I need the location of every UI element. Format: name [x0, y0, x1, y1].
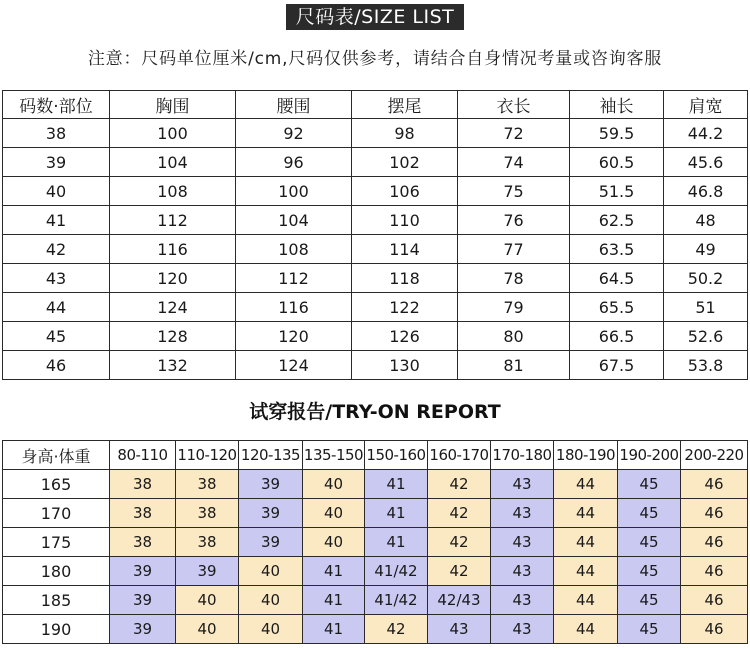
size-value-cell: 75: [458, 177, 570, 206]
recommended-size-cell: 45: [618, 557, 681, 586]
recommended-size-cell: 46: [681, 586, 748, 615]
recommended-size-cell: 41: [365, 470, 428, 499]
size-row: [3, 177, 748, 206]
height-cell: 190: [3, 615, 110, 644]
recommended-size-cell: 38: [176, 528, 239, 557]
size-row: [3, 264, 748, 293]
size-value-cell: 130: [352, 351, 458, 380]
tryon-row: [3, 615, 748, 644]
recommended-size-cell: 40: [239, 557, 303, 586]
size-value-cell: 77: [458, 235, 570, 264]
recommended-size-cell: 41: [303, 586, 365, 615]
size-list-title: 尺码表/SIZE LIST: [286, 4, 464, 30]
recommended-size-cell: 43: [491, 586, 554, 615]
weight-range-header: 120-135: [239, 441, 303, 470]
recommended-size-cell: 40: [239, 586, 303, 615]
recommended-size-cell: 39: [239, 470, 303, 499]
size-list-title-wrap: [0, 4, 750, 30]
height-cell: 175: [3, 528, 110, 557]
tryon-row: [3, 586, 748, 615]
recommended-size-cell: 40: [176, 615, 239, 644]
recommended-size-cell: 46: [681, 470, 748, 499]
size-value-cell: 66.5: [570, 322, 664, 351]
size-value-cell: 64.5: [570, 264, 664, 293]
size-value-cell: 124: [236, 351, 352, 380]
recommended-size-cell: 46: [681, 615, 748, 644]
recommended-size-cell: 41/42: [365, 586, 428, 615]
size-value-cell: 100: [236, 177, 352, 206]
size-note: 注意：尺码单位厘米/cm,尺码仅供参考，请结合自身情况考量或咨询客服: [87, 49, 663, 69]
height-cell: 185: [3, 586, 110, 615]
recommended-size-cell: 44: [554, 615, 618, 644]
recommended-size-cell: 40: [303, 528, 365, 557]
size-value-cell: 79: [458, 293, 570, 322]
size-value-cell: 80: [458, 322, 570, 351]
size-value-cell: 120: [236, 322, 352, 351]
size-value-cell: 104: [236, 206, 352, 235]
size-code-cell: 42: [3, 235, 110, 264]
recommended-size-cell: 40: [303, 499, 365, 528]
size-code-cell: 45: [3, 322, 110, 351]
recommended-size-cell: 44: [554, 470, 618, 499]
size-value-cell: 72: [458, 119, 570, 148]
recommended-size-cell: 43: [491, 499, 554, 528]
recommended-size-cell: 43: [428, 615, 491, 644]
size-row: [3, 119, 748, 148]
size-value-cell: 126: [352, 322, 458, 351]
size-value-cell: 128: [110, 322, 236, 351]
size-value-cell: 44.2: [664, 119, 748, 148]
recommended-size-cell: 43: [491, 615, 554, 644]
size-value-cell: 100: [110, 119, 236, 148]
size-header-cell: 衣长: [458, 91, 570, 119]
recommended-size-cell: 39: [239, 499, 303, 528]
tryon-row: [3, 499, 748, 528]
size-code-cell: 39: [3, 148, 110, 177]
size-value-cell: 59.5: [570, 119, 664, 148]
size-header-cell: 摆尾: [352, 91, 458, 119]
recommended-size-cell: 40: [303, 470, 365, 499]
size-code-cell: 46: [3, 351, 110, 380]
size-value-cell: 118: [352, 264, 458, 293]
size-value-cell: 62.5: [570, 206, 664, 235]
size-value-cell: 51.5: [570, 177, 664, 206]
size-value-cell: 81: [458, 351, 570, 380]
size-row: [3, 235, 748, 264]
size-value-cell: 108: [110, 177, 236, 206]
size-header-cell: 肩宽: [664, 91, 748, 119]
size-value-cell: 132: [110, 351, 236, 380]
recommended-size-cell: 42/43: [428, 586, 491, 615]
size-value-cell: 63.5: [570, 235, 664, 264]
size-value-cell: 112: [236, 264, 352, 293]
recommended-size-cell: 41/42: [365, 557, 428, 586]
weight-range-header: 160-170: [428, 441, 491, 470]
height-cell: 165: [3, 470, 110, 499]
size-row: [3, 322, 748, 351]
recommended-size-cell: 42: [428, 528, 491, 557]
size-row: [3, 351, 748, 380]
recommended-size-cell: 38: [110, 470, 176, 499]
size-value-cell: 98: [352, 119, 458, 148]
recommended-size-cell: 41: [303, 615, 365, 644]
recommended-size-cell: 45: [618, 615, 681, 644]
size-value-cell: 116: [236, 293, 352, 322]
weight-range-header: 200-220: [681, 441, 748, 470]
tryon-row: [3, 470, 748, 499]
size-header-cell: 腰围: [236, 91, 352, 119]
recommended-size-cell: 42: [428, 499, 491, 528]
recommended-size-cell: 46: [681, 557, 748, 586]
recommended-size-cell: 39: [176, 557, 239, 586]
size-value-cell: 53.8: [664, 351, 748, 380]
recommended-size-cell: 45: [618, 586, 681, 615]
recommended-size-cell: 40: [239, 615, 303, 644]
weight-range-header: 180-190: [554, 441, 618, 470]
size-value-cell: 46.8: [664, 177, 748, 206]
size-header-cell: 胸围: [110, 91, 236, 119]
size-value-cell: 74: [458, 148, 570, 177]
size-code-cell: 40: [3, 177, 110, 206]
recommended-size-cell: 46: [681, 528, 748, 557]
size-value-cell: 106: [352, 177, 458, 206]
size-row: [3, 293, 748, 322]
recommended-size-cell: 42: [365, 615, 428, 644]
size-value-cell: 122: [352, 293, 458, 322]
recommended-size-cell: 44: [554, 557, 618, 586]
recommended-size-cell: 41: [365, 528, 428, 557]
size-header-cell: 码数·部位: [3, 91, 110, 119]
recommended-size-cell: 38: [176, 499, 239, 528]
weight-range-header: 80-110: [110, 441, 176, 470]
recommended-size-cell: 45: [618, 528, 681, 557]
weight-range-header: 110-120: [176, 441, 239, 470]
size-value-cell: 65.5: [570, 293, 664, 322]
size-value-cell: 52.6: [664, 322, 748, 351]
tryon-table: [2, 440, 748, 644]
recommended-size-cell: 43: [491, 557, 554, 586]
size-code-cell: 44: [3, 293, 110, 322]
recommended-size-cell: 38: [110, 499, 176, 528]
recommended-size-cell: 44: [554, 528, 618, 557]
recommended-size-cell: 38: [176, 470, 239, 499]
size-value-cell: 49: [664, 235, 748, 264]
recommended-size-cell: 40: [176, 586, 239, 615]
size-header-cell: 袖长: [570, 91, 664, 119]
recommended-size-cell: 39: [239, 528, 303, 557]
recommended-size-cell: 41: [365, 499, 428, 528]
weight-range-header: 135-150: [303, 441, 365, 470]
size-value-cell: 67.5: [570, 351, 664, 380]
size-value-cell: 92: [236, 119, 352, 148]
size-value-cell: 48: [664, 206, 748, 235]
tryon-corner-header: 身高·体重: [3, 441, 110, 470]
size-table: [2, 90, 748, 380]
recommended-size-cell: 41: [303, 557, 365, 586]
recommended-size-cell: 46: [681, 499, 748, 528]
size-value-cell: 45.6: [664, 148, 748, 177]
recommended-size-cell: 39: [110, 586, 176, 615]
size-value-cell: 96: [236, 148, 352, 177]
size-code-cell: 41: [3, 206, 110, 235]
weight-range-header: 150-160: [365, 441, 428, 470]
weight-range-header: 190-200: [618, 441, 681, 470]
recommended-size-cell: 39: [110, 557, 176, 586]
size-value-cell: 120: [110, 264, 236, 293]
recommended-size-cell: 43: [491, 528, 554, 557]
tryon-row: [3, 528, 748, 557]
size-value-cell: 104: [110, 148, 236, 177]
tryon-report-title: 试穿报告/TRY-ON REPORT: [249, 401, 501, 423]
size-value-cell: 50.2: [664, 264, 748, 293]
recommended-size-cell: 44: [554, 499, 618, 528]
recommended-size-cell: 39: [110, 615, 176, 644]
size-row: [3, 148, 748, 177]
tryon-row: [3, 557, 748, 586]
weight-range-header: 170-180: [491, 441, 554, 470]
size-value-cell: 116: [110, 235, 236, 264]
tryon-table-header-row: [3, 441, 748, 470]
size-value-cell: 76: [458, 206, 570, 235]
size-value-cell: 60.5: [570, 148, 664, 177]
size-value-cell: 51: [664, 293, 748, 322]
height-cell: 170: [3, 499, 110, 528]
recommended-size-cell: 42: [428, 557, 491, 586]
size-value-cell: 102: [352, 148, 458, 177]
size-code-cell: 43: [3, 264, 110, 293]
recommended-size-cell: 43: [491, 470, 554, 499]
size-value-cell: 78: [458, 264, 570, 293]
recommended-size-cell: 45: [618, 470, 681, 499]
recommended-size-cell: 44: [554, 586, 618, 615]
size-value-cell: 114: [352, 235, 458, 264]
size-table-header-row: [3, 91, 748, 119]
size-row: [3, 206, 748, 235]
recommended-size-cell: 42: [428, 470, 491, 499]
recommended-size-cell: 38: [110, 528, 176, 557]
size-value-cell: 112: [110, 206, 236, 235]
size-value-cell: 124: [110, 293, 236, 322]
size-value-cell: 110: [352, 206, 458, 235]
size-value-cell: 108: [236, 235, 352, 264]
size-code-cell: 38: [3, 119, 110, 148]
recommended-size-cell: 45: [618, 499, 681, 528]
height-cell: 180: [3, 557, 110, 586]
